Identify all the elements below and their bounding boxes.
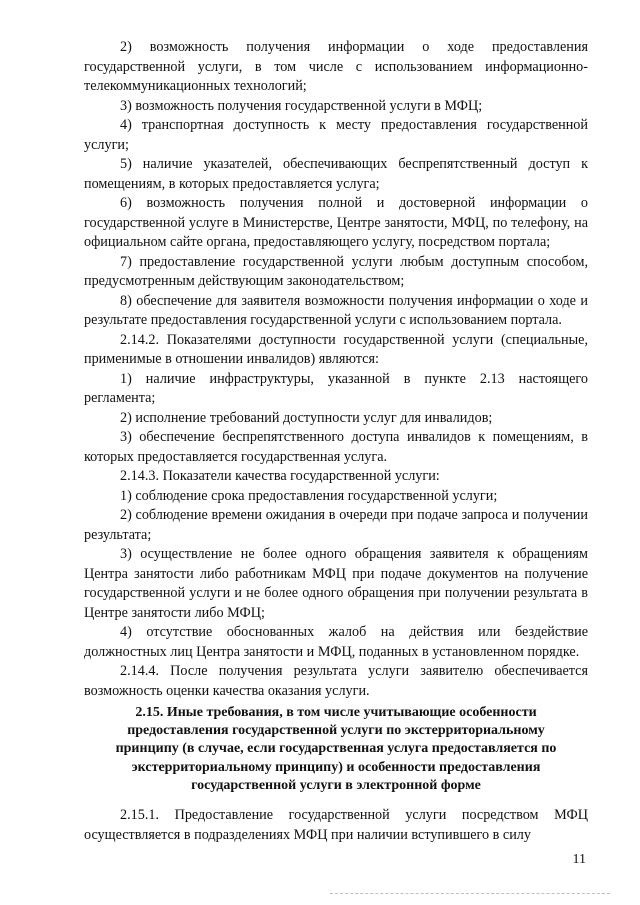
paragraph: 7) предоставление государственной услуги любым доступным способом, предусмотренным действующим законодательством; <box>84 253 588 289</box>
paragraph: 2.14.3. Показатели качества государственной услуги: <box>120 468 440 484</box>
paragraph: 6) возможность получения полной и достоверной информации о государственной услуге в Министерстве, Центре занятости, МФЦ, по телефону, на официальном сайте органа, предоставляющего услугу, посредством портала; <box>84 195 588 250</box>
paragraph: 8) обеспечение для заявителя возможности получения информации о ходе и результате предоставления государственной услуги с использованием портала. <box>84 292 588 328</box>
paragraph: 3) осуществление не более одного обращения заявителя к обращениям Центра занятости либо работникам МФЦ при подаче документов на получение государственной услуги и не более одного обращения при получении результата в Центре занятости либо МФЦ; <box>84 546 588 621</box>
heading-line: принципу (в случае, если государственная услуга предоставляется по <box>115 741 557 757</box>
paragraph: 2.14.2. Показателями доступности государственной услуги (специальные, применимые в отношении инвалидов) являются: <box>84 331 588 367</box>
paragraph: 1) наличие инфраструктуры, указанной в пункте 2.13 настоящего регламента; <box>84 370 588 406</box>
paragraph: 2) соблюдение времени ожидания в очереди при подаче запроса и получении результата; <box>84 507 588 543</box>
paragraph: 2) исполнение требований доступности услуг для инвалидов; <box>120 409 493 426</box>
heading-line: государственной услуги в электронной форме <box>191 777 481 793</box>
heading-line: 2.15. Иные требования, в том числе учитывающие особенности <box>135 705 537 720</box>
footer-divider <box>330 893 610 895</box>
paragraph: 5) наличие указателей, обеспечивающих беспрепятственный доступ к помещениям, в которых предоставляется услуга; <box>84 156 588 192</box>
paragraph: 4) транспортная доступность к месту предоставления государственной услуги; <box>84 117 588 153</box>
paragraph: 2) возможность получения информации о ходе предоставления государственной услуги, в том числе с использованием информационно-телекоммуникационных технологий; <box>84 39 588 94</box>
paragraph: 2.14.4. После получения результата услуги заявителю обеспечивается возможность оценки качества оказания услуги. <box>84 663 588 699</box>
section-heading <box>84 704 588 795</box>
paragraph: 3) возможность получения государственной услуги в МФЦ; <box>120 97 483 114</box>
heading-line: предоставления государственной услуги по экстерриториальному <box>127 723 545 739</box>
paragraph: 2.15.1. Предоставление государственной услуги посредством МФЦ осуществляется в подразделениях МФЦ при наличии вступившего в силу <box>84 807 588 843</box>
page-number: 11 <box>572 852 586 867</box>
paragraph: 1) соблюдение срока предоставления государственной услуги; <box>120 487 498 504</box>
heading-line: экстерриториальному принципу) и особенности предоставления <box>131 759 541 775</box>
body-text <box>84 38 588 701</box>
paragraph: 4) отсутствие обоснованных жалоб на действия или бездействие должностных лиц Центра занятости и МФЦ, поданных в установленном порядке. <box>84 624 588 660</box>
continuation-text <box>84 806 588 845</box>
paragraph: 3) обеспечение беспрепятственного доступа инвалидов к помещениям, в которых предоставляется государственная услуга. <box>84 429 588 465</box>
